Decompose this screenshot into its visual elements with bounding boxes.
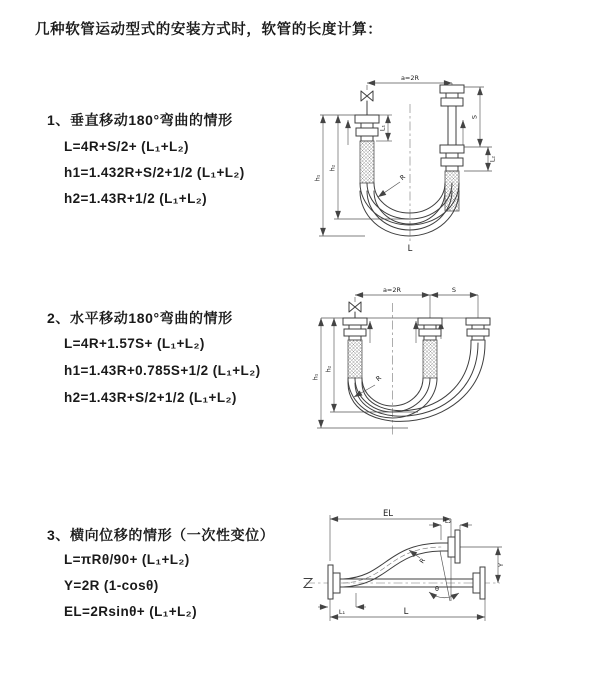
dimension-lines xyxy=(318,515,502,621)
label-l: L xyxy=(407,244,413,254)
formula-line: h1=1.432R+S/2+1/2 (L₁+L₂) xyxy=(64,165,245,180)
left-hose-end xyxy=(343,318,367,378)
section-1-heading: 1、垂直移动180°弯曲的情形 xyxy=(47,112,233,128)
label-l1: L₁ xyxy=(378,124,387,132)
diagram-1-drawing xyxy=(310,70,590,255)
u-bend-hose xyxy=(348,343,485,421)
left-flange xyxy=(328,565,340,599)
label-r: R xyxy=(374,373,384,383)
diagram-lateral-displacement xyxy=(298,503,598,643)
label-s: S xyxy=(470,114,479,120)
valve-icon xyxy=(361,91,373,115)
section-3-heading: 3、横向位移的情形（一次性变位） xyxy=(47,527,275,543)
label-l2: L₂ xyxy=(488,155,497,163)
u-bend-hose xyxy=(360,183,459,236)
label-l1: L₁ xyxy=(338,608,346,616)
label-el: EL xyxy=(382,509,394,519)
lower-right-flange xyxy=(473,567,485,599)
formula-line: h2=1.43R+1/2 (L₁+L₂) xyxy=(64,191,208,206)
hose-braid xyxy=(348,340,362,378)
label-l: L xyxy=(403,607,409,617)
diagram-2-drawing xyxy=(308,285,593,450)
formula-line: EL=2Rsinθ+ (L₁+L₂) xyxy=(64,604,197,619)
label-y: Y xyxy=(497,563,505,567)
diagram-3-drawing xyxy=(298,503,598,643)
upper-right-flange xyxy=(441,530,460,563)
label-a2r: a=2R xyxy=(382,286,402,294)
label-r: R xyxy=(417,556,427,566)
section-2-heading: 2、水平移动180°弯曲的情形 xyxy=(47,310,233,326)
label-theta: θ xyxy=(435,585,439,593)
middle-hose-end-position-1 xyxy=(418,318,442,378)
formula-line: h1=1.43R+0.785S+1/2 (L₁+L₂) xyxy=(64,363,261,378)
hose-braid xyxy=(423,340,437,378)
valve-icon xyxy=(349,302,361,318)
diagram-horizontal-180-bend xyxy=(308,285,593,450)
formula-line: h2=1.43R+S/2+1/2 (L₁+L₂) xyxy=(64,390,237,405)
formula-line: Y=2R (1-cosθ) xyxy=(64,578,159,593)
right-hose-end-position-2 xyxy=(466,318,490,343)
diagram-vertical-180-bend xyxy=(310,70,590,255)
formula-line: L=4R+S/2+ (L₁+L₂) xyxy=(64,139,189,154)
label-a2r: a=2R xyxy=(400,74,420,82)
label-h2: h₂ xyxy=(328,164,337,172)
label-h2: h₂ xyxy=(324,365,333,373)
label-s: S xyxy=(451,286,457,294)
formula-line: L=πRθ/90+ (L₁+L₂) xyxy=(64,552,190,567)
hose-braid xyxy=(360,141,374,183)
page-title: 几种软管运动型式的安装方式时，软管的长度计算： xyxy=(35,22,383,38)
label-l2: L₂ xyxy=(444,517,452,525)
label-h1: h₁ xyxy=(313,174,322,182)
dimension-lines xyxy=(317,295,490,428)
label-h1: h₁ xyxy=(311,373,320,381)
s-curve-hose-position xyxy=(343,543,441,587)
formula-line: L=4R+1.57S+ (L₁+L₂) xyxy=(64,336,205,351)
label-r: R xyxy=(398,172,408,182)
left-hose-end xyxy=(355,115,379,183)
